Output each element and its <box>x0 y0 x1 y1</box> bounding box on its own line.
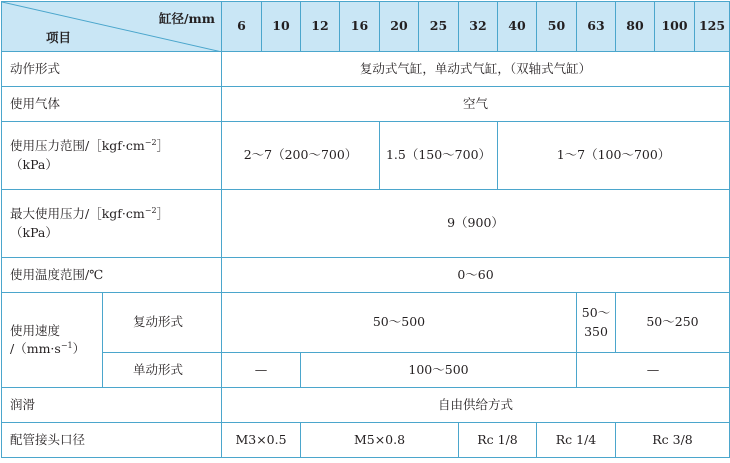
header-row <box>2 2 730 52</box>
speed-double-6-50: 50～500 <box>222 293 577 353</box>
item-header-label: 项目 <box>46 29 72 45</box>
medium-label: 使用气体 <box>2 87 222 122</box>
bore-40: 40 <box>498 2 537 52</box>
pressure-range-6-16: 2～7（200～700） <box>222 122 380 190</box>
pressure-range-label: 使用压力范围$/[kgf\cdot cm^{-2}]$ （kPa） <box>2 122 222 190</box>
lubrication-row <box>2 388 730 423</box>
port-50-63: Rc 1/4 <box>537 423 616 458</box>
port-80-125: Rc 3/8 <box>616 423 730 458</box>
cylinder-spec-table <box>1 1 730 458</box>
temperature-value: 0～60 <box>222 258 730 293</box>
port-12-25: M5×0.8 <box>301 423 459 458</box>
temperature-label: 使用温度范围/℃ <box>2 258 222 293</box>
max-pressure-label: 最大使用压力$/[kgf\cdot cm^{-2}]$ （kPa） <box>2 190 222 258</box>
speed-double-row <box>2 293 730 353</box>
port-label: 配管接头口径 <box>2 423 222 458</box>
speed-double-label: 复动形式 <box>103 293 222 353</box>
port-32-40: Rc 1/8 <box>459 423 537 458</box>
max-pressure-value: 9（900） <box>222 190 730 258</box>
bore-10: 10 <box>262 2 301 52</box>
speed-single-label: 单动形式 <box>103 353 222 388</box>
bore-20: 20 <box>380 2 419 52</box>
lubrication-label: 润滑 <box>2 388 222 423</box>
bore-12: 12 <box>301 2 340 52</box>
speed-single-63-125: — <box>577 353 730 388</box>
max-pressure-row <box>2 190 730 258</box>
action-type-label: 动作形式 <box>2 52 222 87</box>
bore-125: 125 <box>695 2 730 52</box>
port-6-10: M3×0.5 <box>222 423 301 458</box>
bore-100: 100 <box>655 2 695 52</box>
speed-single-row <box>2 353 730 388</box>
port-row <box>2 423 730 458</box>
pressure-range-40-125: 1～7（100～700） <box>498 122 730 190</box>
speed-single-6-10: — <box>222 353 301 388</box>
medium-value: 空气 <box>222 87 730 122</box>
pressure-range-row <box>2 122 730 190</box>
bore-32: 32 <box>459 2 498 52</box>
speed-label: 使用速度 $/(mm\cdot s^{-1})$ <box>2 293 103 388</box>
bore-50: 50 <box>537 2 577 52</box>
bore-6: 6 <box>222 2 262 52</box>
bore-80: 80 <box>616 2 655 52</box>
medium-row <box>2 87 730 122</box>
bore-25: 25 <box>419 2 459 52</box>
bore-header-label: 缸径/mm <box>158 11 215 26</box>
lubrication-value: 自由供给方式 <box>222 388 730 423</box>
header-corner-cell <box>2 2 222 52</box>
bore-63: 63 <box>577 2 616 52</box>
speed-double-63: 50～ 350 <box>577 293 616 353</box>
speed-single-12-50: 100～500 <box>301 353 577 388</box>
temperature-row <box>2 258 730 293</box>
action-type-row <box>2 52 730 87</box>
bore-16: 16 <box>340 2 380 52</box>
pressure-range-20-32: 1.5（150～700） <box>380 122 498 190</box>
action-type-value: 复动式气缸，单动式气缸，（双轴式气缸） <box>222 52 730 87</box>
speed-double-80-125: 50～250 <box>616 293 730 353</box>
